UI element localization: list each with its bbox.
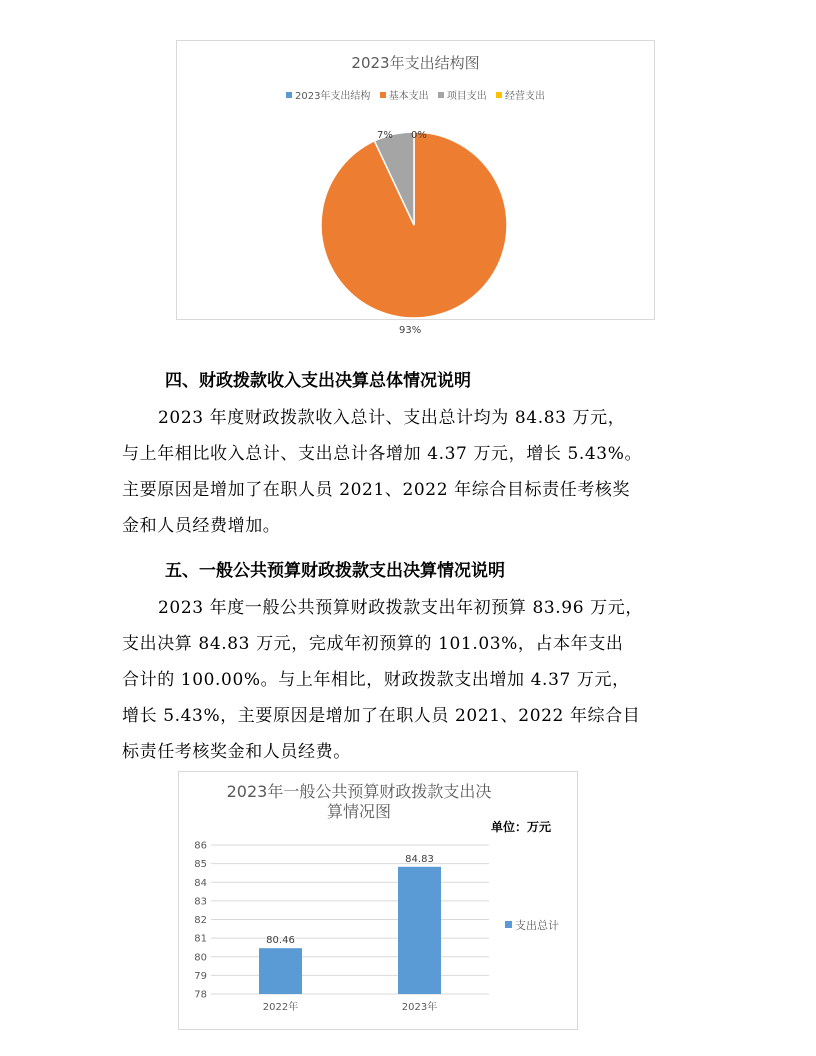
- paragraph-line: 标责任考核奖金和人员经费。: [122, 742, 351, 762]
- y-tick-label: 84: [194, 877, 207, 889]
- expenditure-structure-chart: [176, 40, 655, 336]
- paragraph-line: 金和人员经费增加。: [122, 516, 281, 536]
- x-tick-label: 2022年: [262, 1002, 299, 1013]
- pie-data-label-2: 0%: [411, 130, 427, 141]
- section5-heading: 五、一般公共预算财政拨款支出决算情况说明: [165, 561, 505, 581]
- y-tick-label: 85: [194, 859, 207, 871]
- paragraph-line: 2023 年度财政拨款收入总计、支出总计均为 84.83 万元，: [158, 408, 626, 428]
- paragraph-line: 与上年相比收入总计、支出总计各增加 4.37 万元，增长 5.43%。: [122, 444, 643, 464]
- bar-1: [398, 867, 441, 994]
- pie-plot: [177, 41, 654, 336]
- bar-chart-title: 2023年一般公共预算财政拨款支出决 算情况图: [226, 782, 492, 821]
- paragraph-line: 增长 5.43%，主要原因是增加了在职人员 2021、2022 年综合目: [122, 706, 641, 726]
- section4-paragraph: [122, 400, 712, 544]
- pie-data-label-1: 7%: [377, 130, 393, 141]
- legend-item-structure: 2023年支出结构: [286, 87, 370, 102]
- y-tick-label: 79: [194, 970, 207, 982]
- section4-heading: 四、财政拨款收入支出决算总体情况说明: [165, 371, 471, 391]
- pie-chart-title: 2023年支出结构图: [351, 54, 480, 72]
- bar-0: [259, 948, 302, 994]
- paragraph-line: 2023 年度一般公共预算财政拨款支出年初预算 83.96 万元，: [158, 598, 643, 618]
- legend-item-operating: 经营支出: [496, 87, 545, 102]
- paragraph-line: 主要原因是增加了在职人员 2021、2022 年综合目标责任考核奖: [122, 480, 631, 500]
- pie-data-label-0: 93%: [399, 325, 422, 336]
- y-tick-label: 81: [194, 933, 207, 945]
- bar-value-label: 80.46: [266, 935, 295, 947]
- paragraph-line: 合计的 100.00%。与上年相比，财政拨款支出增加 4.37 万元，: [122, 670, 630, 690]
- section5-paragraph: [122, 590, 712, 770]
- x-tick-label: 2023年: [401, 1002, 438, 1013]
- bar-legend: 支出总计: [505, 917, 559, 933]
- legend-item-project: 项目支出: [438, 87, 487, 102]
- y-tick-label: 82: [194, 915, 207, 926]
- bar-plot: [179, 772, 577, 1029]
- y-tick-label: 83: [194, 896, 207, 908]
- y-tick-label: 80: [194, 952, 207, 964]
- y-tick-label: 78: [194, 989, 207, 1001]
- y-tick-label: 86: [194, 840, 207, 852]
- budget-expenditure-chart: [178, 771, 578, 1030]
- legend-item-basic: 基本支出: [380, 87, 429, 102]
- unit-label: 单位：万元: [491, 820, 552, 834]
- bar-value-label: 84.83: [405, 853, 434, 865]
- paragraph-line: 支出决算 84.83 万元，完成年初预算的 101.03%，占本年支出: [122, 634, 624, 654]
